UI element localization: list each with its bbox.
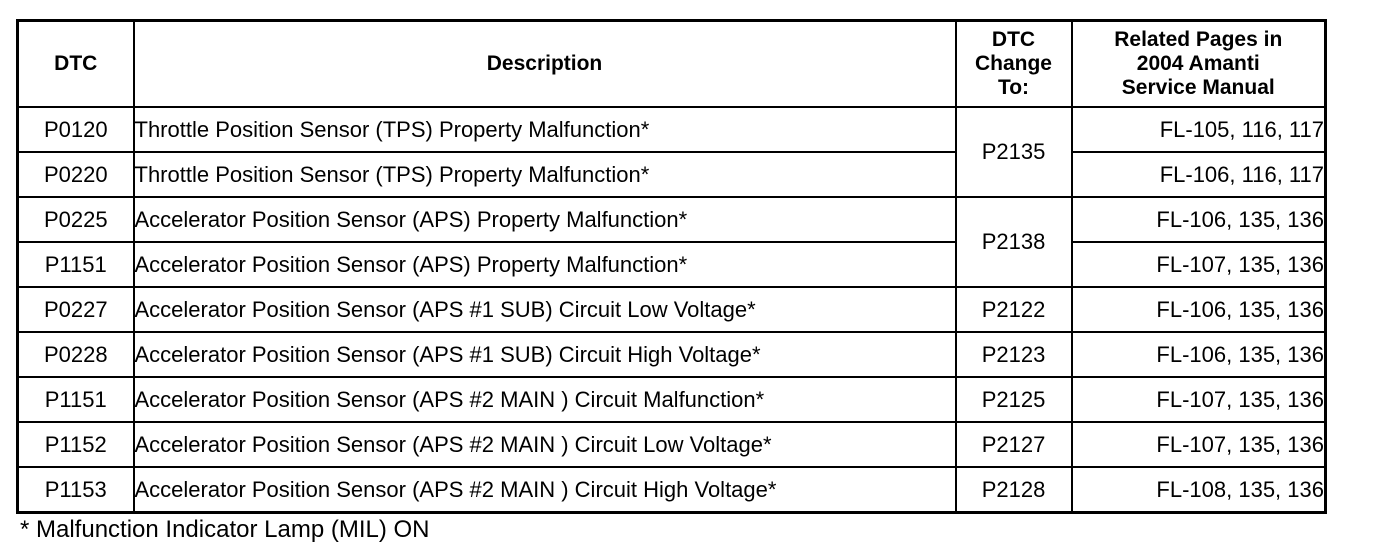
table-header-row <box>18 21 1326 108</box>
dtc-code-cell: P0227 <box>18 287 134 332</box>
header-pages-line: Service Manual <box>1121 76 1275 100</box>
dtc-code-cell: P0120 <box>18 107 134 152</box>
dtc-change-cell: P2138 <box>956 197 1072 287</box>
dtc-change-cell: P2127 <box>956 422 1072 467</box>
related-pages-cell: FL-108, 135, 136 <box>1072 467 1326 513</box>
header-pages-line: 2004 Amanti <box>1136 51 1260 75</box>
table-row <box>18 422 1326 467</box>
table-row <box>18 467 1326 513</box>
dtc-code-cell: P0225 <box>18 197 134 242</box>
dtc-code-cell: P1152 <box>18 422 134 467</box>
description-cell: Accelerator Position Sensor (APS #2 MAIN ) Circuit Low Voltage* <box>134 422 956 467</box>
header-related-pages <box>1072 21 1326 108</box>
related-pages-cell: FL-106, 116, 117 <box>1072 152 1326 197</box>
description-cell: Accelerator Position Sensor (APS #2 MAIN ) Circuit High Voltage* <box>134 467 956 513</box>
header-change-line: Change <box>974 51 1052 75</box>
related-pages-cell: FL-107, 135, 136 <box>1072 377 1326 422</box>
footnote: * Malfunction Indicator Lamp (MIL) ON <box>20 516 430 543</box>
table-row <box>18 242 1326 287</box>
dtc-code-cell: P1151 <box>18 377 134 422</box>
related-pages-cell: FL-106, 135, 136 <box>1072 332 1326 377</box>
description-cell: Accelerator Position Sensor (APS #2 MAIN ) Circuit Malfunction* <box>134 377 956 422</box>
dtc-code-cell: P1153 <box>18 467 134 513</box>
table-row <box>18 107 1326 152</box>
header-pages-line: Related Pages in <box>1114 27 1283 51</box>
table-row <box>18 197 1326 242</box>
header-change-line: DTC <box>991 27 1036 51</box>
description-cell: Accelerator Position Sensor (APS #1 SUB) Circuit High Voltage* <box>134 332 956 377</box>
dtc-code-cell: P0220 <box>18 152 134 197</box>
dtc-change-cell: P2128 <box>956 467 1072 513</box>
header-dtc-change-to <box>956 21 1072 108</box>
table-row <box>18 287 1326 332</box>
related-pages-cell: FL-106, 135, 136 <box>1072 287 1326 332</box>
description-cell: Accelerator Position Sensor (APS) Property Malfunction* <box>134 242 956 287</box>
table-row <box>18 332 1326 377</box>
description-cell: Accelerator Position Sensor (APS #1 SUB) Circuit Low Voltage* <box>134 287 956 332</box>
dtc-code-cell: P0228 <box>18 332 134 377</box>
related-pages-cell: FL-107, 135, 136 <box>1072 242 1326 287</box>
related-pages-cell: FL-105, 116, 117 <box>1072 107 1326 152</box>
header-dtc: DTC <box>18 21 134 108</box>
description-cell: Accelerator Position Sensor (APS) Property Malfunction* <box>134 197 956 242</box>
dtc-change-cell: P2125 <box>956 377 1072 422</box>
description-cell: Throttle Position Sensor (TPS) Property Malfunction* <box>134 152 956 197</box>
dtc-change-cell: P2123 <box>956 332 1072 377</box>
dtc-code-cell: P1151 <box>18 242 134 287</box>
related-pages-cell: FL-107, 135, 136 <box>1072 422 1326 467</box>
table-row <box>18 152 1326 197</box>
header-change-line: To: <box>997 76 1030 100</box>
dtc-change-cell: P2135 <box>956 107 1072 197</box>
description-cell: Throttle Position Sensor (TPS) Property Malfunction* <box>134 107 956 152</box>
header-description: Description <box>134 21 956 108</box>
dtc-change-cell: P2122 <box>956 287 1072 332</box>
related-pages-cell: FL-106, 135, 136 <box>1072 197 1326 242</box>
dtc-table <box>16 19 1327 514</box>
table-row <box>18 377 1326 422</box>
